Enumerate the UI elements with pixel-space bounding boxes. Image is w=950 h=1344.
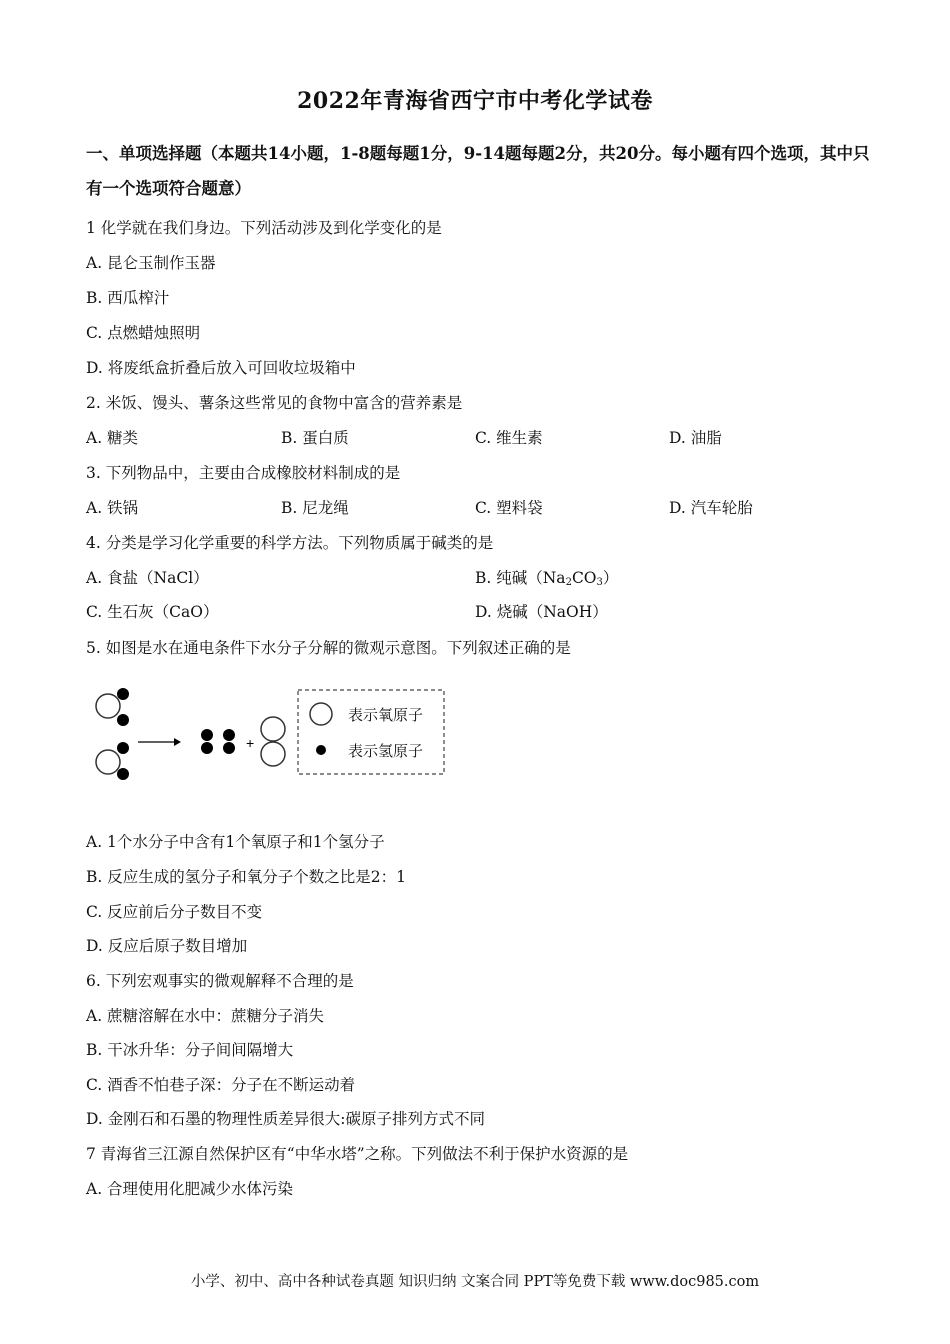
legend-oxygen-icon [310,703,332,725]
question-6-option-a: A. 蔗糖溶解在水中：蔗糖分子消失 [86,1007,325,1025]
oxygen-atom-1 [96,694,120,718]
question-3-option-d: D. 汽车轮胎 [669,499,753,517]
question-2-option-a: A. 糖类 [86,429,139,447]
legend-oxygen-label: 表示氧原子 [348,707,424,724]
o2-atom-1 [261,717,285,741]
question-4-option-d: D. 烧碱（NaOH） [475,603,608,621]
o2-atom-2 [261,742,285,766]
question-5-option-a: A. 1个水分子中含有1个氧原子和1个氢分子 [86,833,385,851]
hydrogen-atom-3 [117,742,129,754]
exam-title: 2022年青海省西宁市中考化学试卷 [297,88,653,114]
question-2-option-d: D. 油脂 [669,429,722,447]
question-3-option-c: C. 塑料袋 [475,499,543,517]
question-3-stem: 3. 下列物品中，主要由合成橡胶材料制成的是 [86,464,401,482]
molecule-diagram-svg [86,683,456,783]
question-1-option-c: C. 点燃蜡烛照明 [86,324,201,342]
question-1-option-a: A. 昆仑玉制作玉器 [86,254,216,272]
question-5-option-d: D. 反应后原子数目增加 [86,937,248,955]
question-6-option-c: C. 酒香不怕巷子深：分子在不断运动着 [86,1076,356,1094]
question-4-option-a: A. 食盐（NaCl） [86,569,209,587]
question-7-stem: 7 青海省三江源自然保护区有“中华水塔”之称。下列做法不利于保护水资源的是 [86,1145,629,1163]
question-6-stem: 6. 下列宏观事实的微观解释不合理的是 [86,972,354,990]
question-2-option-c: C. 维生素 [475,429,543,447]
question-6-option-d: D. 金刚石和石墨的物理性质差异很大:碳原子排列方式不同 [86,1110,485,1128]
question-3-option-a: A. 铁锅 [86,499,139,517]
question-2-option-b: B. 蛋白质 [281,429,349,447]
h2-atom-3 [223,729,235,741]
section-heading: 一、单项选择题（本题共14小题，1-8题每题1分，9-14题每题2分，共20分。每小题有四个选项，其中只有一个选项符合题意） [86,144,870,198]
legend-hydrogen-icon [316,745,326,755]
plus-sign: + [246,735,255,751]
question-4-stem: 4. 分类是学习化学重要的科学方法。下列物质属于碱类的是 [86,534,494,552]
option-b-text: B. 纯碱（Na [475,569,566,587]
option-b-text-co: CO [571,569,597,587]
page-footer[interactable]: 小学、初中、高中各种试卷真题 知识归纳 文案合同 PPT等免费下载 www.doc985.com [190,1274,760,1290]
hydrogen-atom-1 [117,688,129,700]
legend-hydrogen-label: 表示氢原子 [348,743,424,760]
question-1-stem: 1 化学就在我们身边。下列活动涉及到化学变化的是 [86,219,442,237]
reaction-arrow-head [174,738,181,746]
question-3-option-b: B. 尼龙绳 [281,499,349,517]
question-1-option-d: D. 将废纸盒折叠后放入可回收垃圾箱中 [86,359,356,377]
water-electrolysis-diagram [86,683,456,783]
option-b-text-close: ） [602,569,619,587]
hydrogen-atom-2 [117,714,129,726]
question-4-option-c: C. 生石灰（CaO） [86,603,219,621]
oxygen-atom-2 [96,750,120,774]
h2-atom-1 [201,729,213,741]
subscript-2: 2 [565,577,572,588]
question-7-option-a: A. 合理使用化肥减少水体污染 [86,1180,294,1198]
question-5-stem: 5. 如图是水在通电条件下水分子分解的微观示意图。下列叙述正确的是 [86,639,571,657]
hydrogen-atom-4 [117,768,129,780]
subscript-3: 3 [596,577,603,588]
h2-atom-2 [201,742,213,754]
question-4-option-b [475,566,618,588]
question-1-option-b: B. 西瓜榨汁 [86,289,170,307]
question-2-stem: 2. 米饭、馒头、薯条这些常见的食物中富含的营养素是 [86,394,463,412]
question-6-option-b: B. 干冰升华：分子间间隔增大 [86,1041,294,1059]
question-5-option-b: B. 反应生成的氢分子和氧分子个数之比是2：1 [86,868,406,886]
h2-atom-4 [223,742,235,754]
question-5-option-c: C. 反应前后分子数目不变 [86,903,263,921]
